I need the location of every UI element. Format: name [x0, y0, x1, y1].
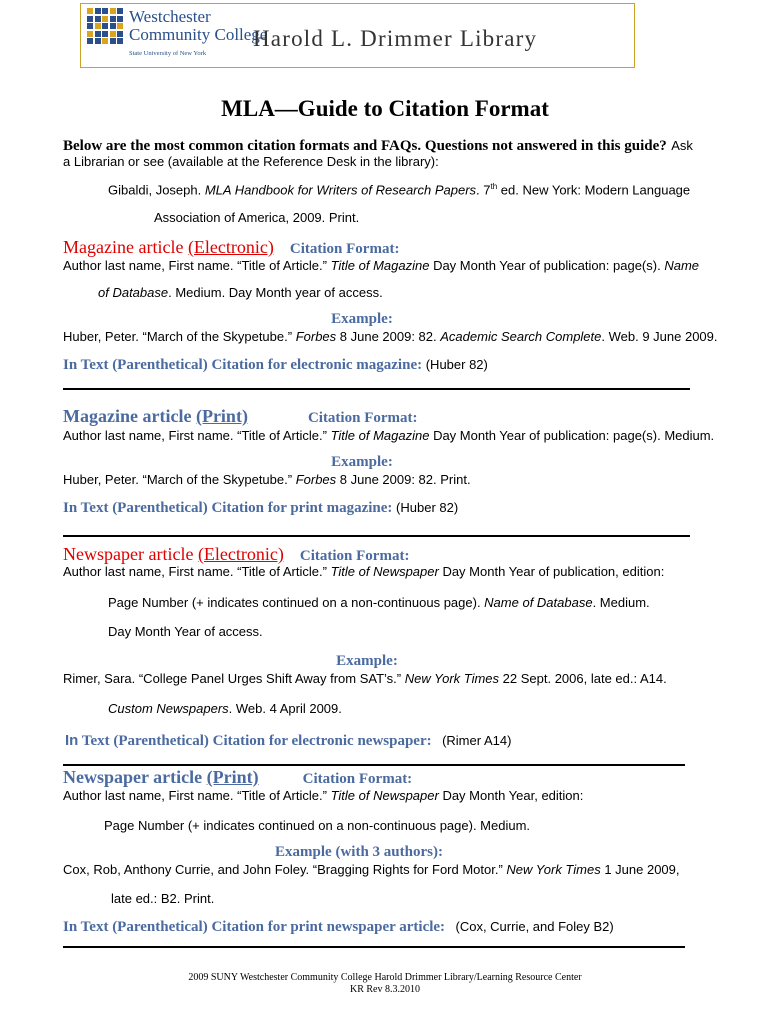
newspaper-print-example-line2: late ed.: B2. Print. [111, 891, 215, 906]
logo-square [87, 23, 93, 29]
footer-line1: 2009 SUNY Westchester Community College Harold Drimmer Library/Learning Resource Center [188, 972, 582, 983]
logo-square [117, 23, 123, 29]
newspaper-electronic-example-line1: Rimer, Sara. “College Panel Urges Shift Away from SAT’s.” New York Times 22 Sept. 2006, late ed.: A14. [63, 671, 667, 686]
reference-book-line2: Association of America, 2009. Print. [154, 210, 360, 225]
newspaper-electronic-format-line3: Day Month Year of access. [108, 624, 263, 639]
newspaper-print-example-label: Example (with 3 authors): [275, 844, 443, 860]
logo-square [87, 8, 93, 14]
magazine-print-heading: Magazine article (Print) Citation Format: [63, 406, 418, 426]
logo-square [87, 16, 93, 22]
intro-line1: Below are the most common citation formats and FAQs. Questions not answered in this guide? Ask [63, 138, 693, 154]
college-name-line2: Community College [129, 25, 268, 44]
college-name-line1: Westchester [129, 7, 211, 26]
newspaper-print-format-line1: Author last name, First name. “Title of Article.” Title of Newspaper Day Month Year, edition: [63, 788, 584, 803]
logo-square [117, 38, 123, 44]
logo-square [117, 8, 123, 14]
magazine-electronic-example-label: Example: [331, 311, 393, 327]
logo-square [87, 38, 93, 44]
logo-square [102, 23, 108, 29]
magazine-electronic-format-line1: Author last name, First name. “Title of Article.” Title of Magazine Day Month Year of publication: page(s). Name [63, 258, 700, 273]
footer-line2: KR Rev 8.3.2010 [350, 984, 420, 995]
library-header [80, 3, 635, 68]
intro-line2: a Librarian or see (available at the Reference Desk in the library): [63, 154, 439, 169]
magazine-print-format: Author last name, First name. “Title of Article.” Title of Magazine Day Month Year of publication: page(s). Medium. [63, 428, 715, 443]
logo-square [110, 16, 116, 22]
newspaper-electronic-example-line2: Custom Newspapers. Web. 4 April 2009. [108, 701, 342, 716]
newspaper-electronic-intext: In Text (Parenthetical) Citation for electronic newspaper: (Rimer A14) [65, 732, 512, 749]
magazine-electronic-heading: Magazine article (Electronic) Citation Format: [63, 237, 400, 257]
logo-square [95, 23, 101, 29]
reference-book-line1: Gibaldi, Joseph. MLA Handbook for Writers of Research Papers. 7th ed. New York: Modern Language [108, 182, 691, 198]
logo-square [102, 16, 108, 22]
logo-square [102, 31, 108, 37]
section-divider [63, 946, 685, 948]
college-affiliation: State University of New York [129, 50, 207, 57]
magazine-print-example: Huber, Peter. “March of the Skypetube.” Forbes 8 June 2009: 82. Print. [63, 472, 471, 487]
newspaper-electronic-heading: Newspaper article (Electronic) Citation Format: [63, 544, 410, 564]
section-divider [63, 535, 690, 537]
newspaper-print-format-line2: Page Number (+ indicates continued on a non-continuous page). Medium. [104, 818, 531, 833]
library-name: Harold L. Drimmer Library [253, 26, 538, 51]
magazine-electronic-example: Huber, Peter. “March of the Skypetube.” Forbes 8 June 2009: 82. Academic Search Complete. Web. 9 June 2009. [63, 329, 718, 344]
newspaper-print-intext: In Text (Parenthetical) Citation for print newspaper article: (Cox, Currie, and Foley B2) [63, 919, 614, 935]
page-title: MLA—Guide to Citation Format [221, 96, 549, 121]
logo-square [95, 16, 101, 22]
logo-square [117, 16, 123, 22]
magazine-electronic-format-line2: of Database. Medium. Day Month year of access. [98, 285, 383, 300]
magazine-print-example-label: Example: [331, 454, 393, 470]
newspaper-electronic-format-line1: Author last name, First name. “Title of Article.” Title of Newspaper Day Month Year of publication, edition: [63, 564, 665, 579]
newspaper-electronic-example-label: Example: [336, 653, 398, 669]
magazine-electronic-intext: In Text (Parenthetical) Citation for electronic magazine: (Huber 82) [63, 357, 488, 373]
magazine-print-intext: In Text (Parenthetical) Citation for print magazine: (Huber 82) [63, 500, 459, 516]
logo-square [110, 31, 116, 37]
logo-square [95, 31, 101, 37]
section-divider [63, 764, 685, 766]
logo-square [102, 8, 108, 14]
logo-square [110, 8, 116, 14]
logo-square [110, 38, 116, 44]
section-divider [63, 388, 690, 390]
logo-square [117, 31, 123, 37]
logo-square [87, 31, 93, 37]
college-logo-grid-icon [87, 8, 123, 46]
logo-square [95, 8, 101, 14]
newspaper-electronic-format-line2: Page Number (+ indicates continued on a non-continuous page). Name of Database. Medium. [108, 595, 650, 610]
newspaper-print-heading: Newspaper article (Print) Citation Format: [63, 767, 413, 787]
logo-square [110, 23, 116, 29]
logo-square [102, 38, 108, 44]
newspaper-print-example-line1: Cox, Rob, Anthony Currie, and John Foley. “Bragging Rights for Ford Motor.” New York Times 1 June 2009, [63, 862, 680, 877]
logo-square [95, 38, 101, 44]
